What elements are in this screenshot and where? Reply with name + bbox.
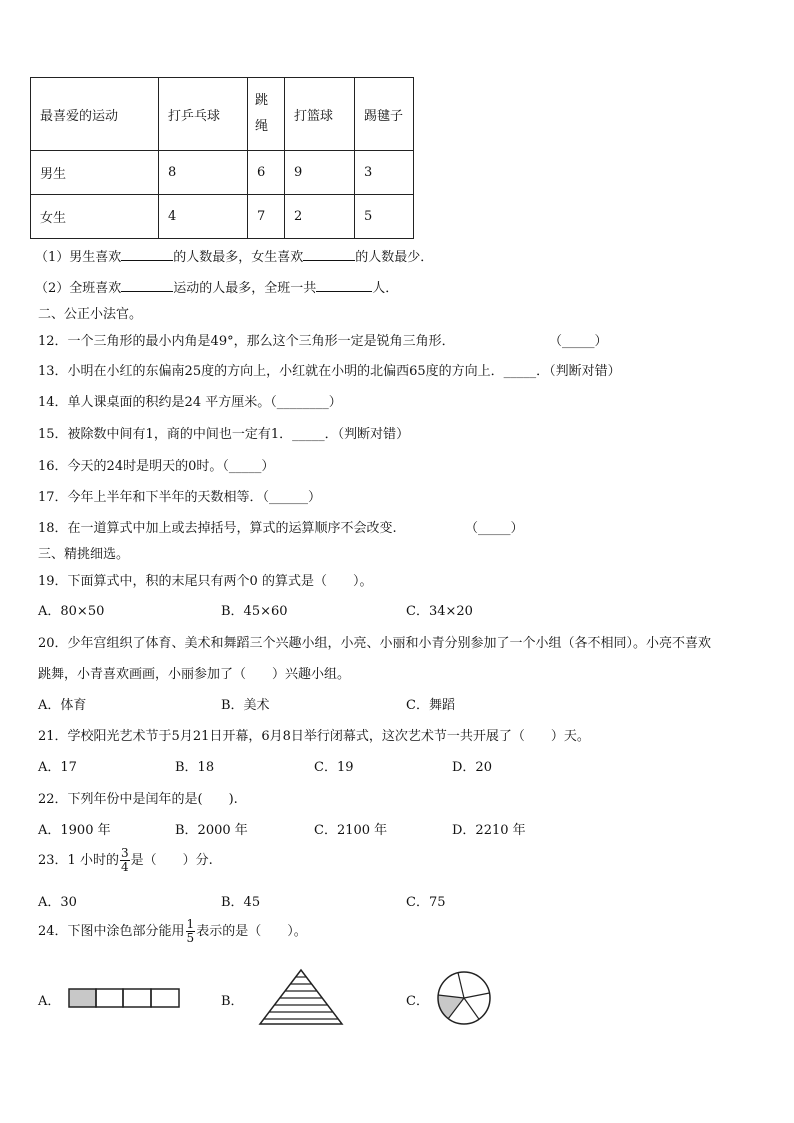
option-c[interactable]: C．19 (314, 760, 354, 775)
option-d[interactable]: D．20 (452, 760, 492, 775)
row-label: 男生 (31, 151, 159, 195)
option-b[interactable]: B．45×60 (221, 604, 288, 619)
question-20-line2: 跳舞，小青喜欢画画，小丽参加了（ ）兴趣小组。 (38, 667, 351, 682)
question-16: 16．今天的24时是明天的0时。（_____） (38, 459, 275, 474)
answer-paren[interactable]: （_____） (465, 521, 524, 536)
row-label: 女生 (31, 195, 159, 239)
table-row (31, 151, 414, 195)
header-cell-char: 绳 (255, 119, 269, 134)
q11-part2: （2）全班喜欢 运动的人最多，全班一共 人． (35, 281, 399, 296)
question-21: 21．学校阳光艺术节于5月21日开幕，6月8日举行闭幕式，这次艺术节一共开展了（ ）天。 (38, 729, 590, 744)
header-cell: 打篮球 (285, 78, 355, 151)
option-a[interactable]: A．17 (38, 760, 77, 775)
option-b[interactable]: B．美术 (221, 698, 270, 713)
header-cell: 踢毽子 (355, 78, 414, 151)
question-17: 17．今年上半年和下半年的天数相等．（______） (38, 490, 322, 505)
table-cell: 3 (355, 151, 414, 195)
option-b[interactable]: B．2000 年 (175, 823, 248, 838)
answer-blank[interactable] (121, 248, 173, 261)
section-3-title: 三、精挑细选。 (38, 547, 130, 562)
option-b[interactable]: B．18 (175, 760, 215, 775)
option-c[interactable]: C．舞蹈 (406, 698, 455, 713)
fraction: $\frac{1}{5}$ (186, 917, 195, 945)
question-18: 18．在一道算式中加上或去掉括号，算式的运算顺序不会改变. (38, 521, 397, 536)
table-cell: 7 (248, 195, 285, 239)
option-a[interactable]: A． (38, 994, 61, 1009)
table-cell: 4 (159, 195, 248, 239)
question-15: 15．被除数中间有1，商的中间也一定有1．_____．（判断对错） (38, 427, 410, 442)
header-cell (248, 78, 285, 151)
answer-blank[interactable] (121, 279, 173, 292)
question-24: 24．下图中涂色部分能用 $\frac{1}{5}$ 表示的是（ ）。 (38, 917, 307, 945)
question-22: 22．下列年份中是闰年的是( ). (38, 792, 238, 807)
option-c[interactable]: C．75 (406, 895, 446, 910)
triangle-figure (256, 966, 346, 1028)
q11-part1: （1）男生喜欢 的人数最多，女生喜欢 的人数最少． (35, 250, 434, 265)
option-c[interactable]: C． (406, 994, 429, 1009)
circle-figure (434, 968, 494, 1028)
option-a[interactable]: A．80×50 (38, 604, 105, 619)
question-13: 13．小明在小红的东偏南25度的方向上，小红就在小明的北偏西65度的方向上．_____．（判断对错） (38, 364, 621, 379)
header-cell: 打乒乓球 (159, 78, 248, 151)
section-2-title: 二、公正小法官。 (38, 307, 143, 322)
rectangle-figure (66, 986, 184, 1010)
answer-paren[interactable]: （_____） (549, 334, 608, 349)
sports-table (30, 77, 414, 239)
option-a[interactable]: A．体育 (38, 698, 87, 713)
header-cell-char: 跳 (255, 93, 269, 108)
table-header-row (31, 78, 414, 151)
option-d[interactable]: D．2210 年 (452, 823, 526, 838)
question-14: 14．单人课桌面的积约是24 平方厘米。（________） (38, 395, 342, 410)
table-cell: 9 (285, 151, 355, 195)
table-cell: 8 (159, 151, 248, 195)
table-cell: 5 (355, 195, 414, 239)
option-b[interactable]: B．45 (221, 895, 261, 910)
option-c[interactable]: C．34×20 (406, 604, 473, 619)
option-b[interactable]: B． (221, 994, 244, 1009)
question-23: 23．1 小时的 $\frac{3}{4}$ 是（ ）分. (38, 846, 213, 874)
question-19: 19．下面算式中，积的末尾只有两个0 的算式是（ ）。 (38, 574, 373, 589)
question-12: 12．一个三角形的最小内角是49°，那么这个三角形一定是锐角三角形． (38, 334, 455, 349)
header-cell: 最喜爱的运动 (31, 78, 159, 151)
table-row (31, 195, 414, 239)
table-cell: 2 (285, 195, 355, 239)
option-a[interactable]: A．30 (38, 895, 77, 910)
option-c[interactable]: C．2100 年 (314, 823, 388, 838)
option-a[interactable]: A．1900 年 (38, 823, 111, 838)
answer-blank[interactable] (316, 279, 372, 292)
table-cell: 6 (248, 151, 285, 195)
fraction: $\frac{3}{4}$ (120, 846, 129, 874)
answer-blank[interactable] (303, 248, 355, 261)
question-20-line1: 20．少年宫组织了体育、美术和舞蹈三个兴趣小组，小亮、小丽和小青分别参加了一个小组（各不相同）。小亮不喜欢 (38, 636, 712, 651)
